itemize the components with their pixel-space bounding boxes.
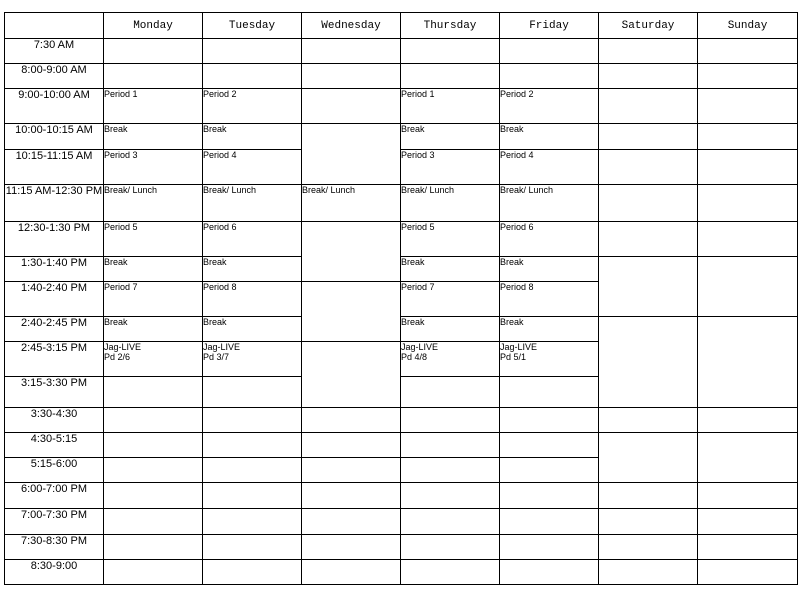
schedule-cell: Break: [401, 317, 500, 342]
schedule-cell: [698, 408, 798, 433]
schedule-cell: [401, 39, 500, 64]
schedule-cell: [302, 222, 401, 282]
schedule-cell: Break/ Lunch: [302, 185, 401, 222]
schedule-cell: [401, 458, 500, 483]
day-header-friday: Friday: [500, 13, 599, 39]
table-row: [5, 317, 798, 342]
schedule-cell: [203, 433, 302, 458]
schedule-cell: [401, 64, 500, 89]
table-row: [5, 535, 798, 560]
schedule-cell: [698, 257, 798, 317]
schedule-cell: [599, 222, 698, 257]
schedule-cell: [203, 39, 302, 64]
header-row: [5, 13, 798, 39]
schedule-cell: Period 1: [401, 89, 500, 124]
table-row: [5, 509, 798, 535]
day-header-wednesday: Wednesday: [302, 13, 401, 39]
schedule-cell: Jag-LIVE Pd 5/1: [500, 342, 599, 377]
time-slot: 7:00-7:30 PM: [5, 509, 104, 535]
schedule-cell: [698, 509, 798, 535]
schedule-cell: Period 7: [104, 282, 203, 317]
schedule-cell: [599, 509, 698, 535]
schedule-cell: [500, 408, 599, 433]
time-slot: 10:15-11:15 AM: [5, 150, 104, 185]
schedule-cell: [401, 560, 500, 585]
schedule-cell: [599, 483, 698, 509]
schedule-cell: [104, 458, 203, 483]
schedule-cell: [698, 124, 798, 150]
table-row: [5, 39, 798, 64]
table-row: [5, 64, 798, 89]
schedule-cell: [203, 560, 302, 585]
schedule-cell: [500, 39, 599, 64]
schedule-cell: [302, 39, 401, 64]
day-header-sunday: Sunday: [698, 13, 798, 39]
table-row: [5, 124, 798, 150]
schedule-cell: Break: [203, 317, 302, 342]
schedule-cell: [500, 433, 599, 458]
schedule-cell: [203, 408, 302, 433]
schedule-cell: Period 8: [203, 282, 302, 317]
schedule-cell: [302, 433, 401, 458]
schedule-cell: Break/ Lunch: [203, 185, 302, 222]
schedule-cell: [104, 408, 203, 433]
schedule-cell: Break: [401, 124, 500, 150]
schedule-cell: Break: [203, 257, 302, 282]
schedule-cell: [500, 64, 599, 89]
schedule-cell: [599, 257, 698, 317]
day-header-thursday: Thursday: [401, 13, 500, 39]
time-slot: 12:30-1:30 PM: [5, 222, 104, 257]
schedule-cell: Period 5: [104, 222, 203, 257]
schedule-cell: [302, 509, 401, 535]
schedule-cell: Break: [104, 317, 203, 342]
schedule-cell: [104, 433, 203, 458]
time-slot: 7:30 AM: [5, 39, 104, 64]
schedule-cell: Period 1: [104, 89, 203, 124]
schedule-cell: [104, 560, 203, 585]
schedule-cell: Period 7: [401, 282, 500, 317]
schedule-cell: [698, 89, 798, 124]
schedule-cell: [599, 39, 698, 64]
schedule-cell: [698, 185, 798, 222]
schedule-cell: [401, 509, 500, 535]
time-slot: 7:30-8:30 PM: [5, 535, 104, 560]
time-slot: 8:30-9:00: [5, 560, 104, 585]
schedule-cell: [698, 535, 798, 560]
schedule-cell: [500, 535, 599, 560]
schedule-cell: [401, 408, 500, 433]
time-slot: 2:45-3:15 PM: [5, 342, 104, 377]
schedule-cell: [302, 124, 401, 185]
corner-cell: [5, 13, 104, 39]
schedule-cell: [698, 317, 798, 408]
schedule-cell: [401, 483, 500, 509]
schedule-cell: [104, 39, 203, 64]
table-row: [5, 257, 798, 282]
table-row: [5, 560, 798, 585]
schedule-cell: [302, 89, 401, 124]
day-header-tuesday: Tuesday: [203, 13, 302, 39]
table-row: [5, 483, 798, 509]
schedule-cell: [104, 64, 203, 89]
schedule-cell: [203, 377, 302, 408]
schedule-cell: [104, 535, 203, 560]
schedule-cell: Period 3: [104, 150, 203, 185]
time-slot: 1:40-2:40 PM: [5, 282, 104, 317]
schedule-cell: [698, 64, 798, 89]
schedule-cell: [302, 64, 401, 89]
schedule-cell: [599, 150, 698, 185]
schedule-cell: [698, 560, 798, 585]
schedule-cell: Period 6: [203, 222, 302, 257]
schedule-cell: [599, 64, 698, 89]
schedule-cell: [500, 560, 599, 585]
time-slot: 11:15 AM-12:30 PM: [5, 185, 104, 222]
schedule-cell: [302, 342, 401, 408]
time-slot: 10:00-10:15 AM: [5, 124, 104, 150]
schedule-cell: [500, 377, 599, 408]
day-header-monday: Monday: [104, 13, 203, 39]
schedule-cell: [401, 433, 500, 458]
schedule-cell: [599, 185, 698, 222]
schedule-cell: [401, 535, 500, 560]
schedule-cell: [698, 150, 798, 185]
schedule-cell: Period 5: [401, 222, 500, 257]
schedule-cell: [302, 560, 401, 585]
time-slot: 5:15-6:00: [5, 458, 104, 483]
schedule-cell: [203, 64, 302, 89]
table-row: [5, 433, 798, 458]
schedule-cell: Jag-LIVE Pd 2/6: [104, 342, 203, 377]
time-slot: 3:30-4:30: [5, 408, 104, 433]
table-row: [5, 89, 798, 124]
schedule-cell: [500, 509, 599, 535]
schedule-cell: [599, 433, 698, 483]
schedule-cell: Break: [203, 124, 302, 150]
schedule-cell: Break/ Lunch: [401, 185, 500, 222]
schedule-cell: Period 4: [500, 150, 599, 185]
weekly-schedule-table: [4, 12, 798, 585]
schedule-cell: [599, 89, 698, 124]
schedule-cell: Break: [401, 257, 500, 282]
schedule-cell: [599, 560, 698, 585]
schedule-cell: [302, 458, 401, 483]
schedule-cell: [104, 509, 203, 535]
schedule-cell: Break/ Lunch: [104, 185, 203, 222]
schedule-cell: [104, 483, 203, 509]
schedule-cell: [302, 535, 401, 560]
schedule-cell: [203, 535, 302, 560]
day-header-saturday: Saturday: [599, 13, 698, 39]
schedule-cell: [500, 483, 599, 509]
schedule-cell: Break: [104, 257, 203, 282]
table-row: [5, 222, 798, 257]
schedule-cell: Jag-LIVE Pd 4/8: [401, 342, 500, 377]
schedule-cell: Period 2: [500, 89, 599, 124]
schedule-cell: [500, 458, 599, 483]
schedule-cell: Break: [500, 124, 599, 150]
schedule-cell: [302, 408, 401, 433]
schedule-cell: Jag-LIVE Pd 3/7: [203, 342, 302, 377]
schedule-cell: [698, 433, 798, 483]
schedule-cell: Break: [500, 317, 599, 342]
schedule-cell: [302, 282, 401, 342]
schedule-cell: [698, 39, 798, 64]
schedule-cell: [401, 377, 500, 408]
time-slot: 2:40-2:45 PM: [5, 317, 104, 342]
table-row: [5, 408, 798, 433]
table-row: [5, 150, 798, 185]
schedule-cell: Period 3: [401, 150, 500, 185]
schedule-cell: [302, 483, 401, 509]
schedule-cell: Break/ Lunch: [500, 185, 599, 222]
time-slot: 9:00-10:00 AM: [5, 89, 104, 124]
time-slot: 6:00-7:00 PM: [5, 483, 104, 509]
time-slot: 4:30-5:15: [5, 433, 104, 458]
schedule-cell: [599, 408, 698, 433]
schedule-cell: [203, 509, 302, 535]
schedule-cell: Period 8: [500, 282, 599, 317]
time-slot: 1:30-1:40 PM: [5, 257, 104, 282]
schedule-cell: Period 2: [203, 89, 302, 124]
schedule-cell: [599, 317, 698, 408]
time-slot: 3:15-3:30 PM: [5, 377, 104, 408]
schedule-cell: [599, 124, 698, 150]
schedule-cell: Period 6: [500, 222, 599, 257]
schedule-cell: [203, 483, 302, 509]
schedule-cell: Break: [500, 257, 599, 282]
time-slot: 8:00-9:00 AM: [5, 64, 104, 89]
schedule-cell: Period 4: [203, 150, 302, 185]
schedule-cell: [698, 222, 798, 257]
schedule-cell: Break: [104, 124, 203, 150]
schedule-cell: [203, 458, 302, 483]
table-row: [5, 185, 798, 222]
schedule-cell: [698, 483, 798, 509]
schedule-cell: [104, 377, 203, 408]
schedule-cell: [599, 535, 698, 560]
